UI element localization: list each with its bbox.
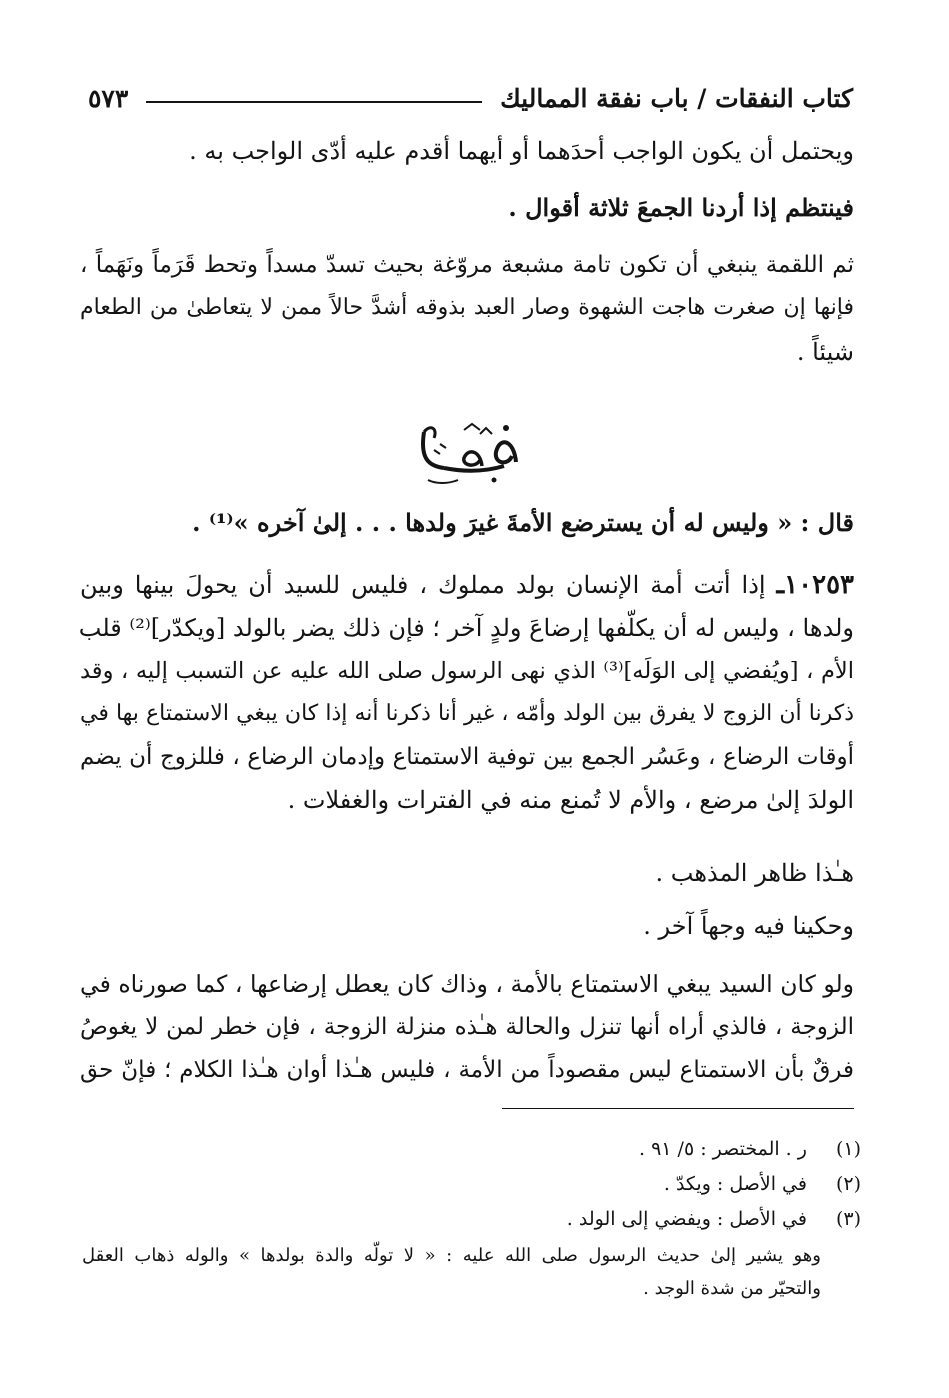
footnote-text: في الأصل : ويكدّ . [663,1173,807,1195]
footnote-text: ر . المختصر : ٥/ ٩١ . [638,1138,807,1160]
text-line: الزوجة ، فالذي أراه أنها تنزل والحالة هـٰذه منزلة الزوجة ، فإن خطر لمن لا يغوصُ [80,1014,854,1040]
text-line: ذكرنا أن الزوج لا يفرق بين الولد وأمّه ، غير أنا ذكرنا أنه إذا كان يبغي الاستمتاع بها في [80,701,854,726]
text-line: فإنها إن صغرت هاجت الشهوة وصار العبد بذوقه أشدَّ حالاً ممن لا يتعاطىٰ من الطعام [80,295,854,320]
footnote-text: في الأصل : ويفضي إلى الولد . [566,1208,807,1230]
footnote-note-line: وهو يشير إلىٰ حديث الرسول صلى الله عليه : « لا تولّه والدة بولدها » والوله ذهاب العقل [82,1245,821,1266]
footnote-divider [502,1108,854,1109]
text-line: وحكينا فيه وجهاً آخر . [643,912,854,940]
footnote-2 [664,1169,861,1201]
footnote-note-line: والتحيّر من شدة الوجد . [643,1278,821,1299]
page-header [88,78,853,118]
text-line: هـٰذا ظاهر المذهب . [655,859,854,887]
text-line: ولو كان السيد يبغي الاستمتاع بالأمة ، وذاك كان يعطل إرضاعها ، كما صورناه في [80,970,854,998]
footnote-mark: (٢) [835,1173,861,1195]
footnote-mark: (٣) [835,1208,861,1230]
header-rule [146,101,482,103]
fasl-calligraphy-icon [404,410,530,490]
text-line: ثم اللقمة ينبغي أن تكون تامة مشبعة مروّغة بحيث تسدّ مسداً وتحط قَرَماً ونَهَماً ، [80,252,854,278]
section-quote: قال : « وليس له أن يسترضع الأمةَ غيرَ ولدها . . . إلىٰ آخره »⁽¹⁾ . [192,508,854,537]
footnote-1 [639,1134,861,1166]
issue-text: إذا أتت أمة الإنسان بولد مملوك ، فليس للسيد أن يحولَ بينها وبين [80,571,766,599]
text-line: ويحتمل أن يكون الواجب أحدَهما أو أيهما أقدم عليه أدّى الواجب به . [189,137,854,165]
text-line: الأم ، [ويُفضي إلى الوَلَه]⁽³⁾ الذي نهى الرسول صلى الله عليه عن التسبب إليه ، وقد [80,658,854,684]
section-heading-fasl [404,410,530,490]
text-line: الولدَ إلىٰ مرضع ، والأم لا تُمنع منه في الفترات والغفلات . [287,786,854,814]
footnote-mark: (١) [835,1138,861,1160]
text-line: شيئاً . [796,338,854,366]
issue-number: ١٠٢٥٣ـ [776,570,854,600]
page-number: ٥٧٣ [88,83,129,113]
text-line: فينتظم إذا أردنا الجمعَ ثلاثة أقوال . [508,193,854,222]
running-title: كتاب النفقات / باب نفقة المماليك [500,83,853,113]
footnote-3 [567,1204,861,1236]
text-line: فرقٌ بأن الاستمتاع ليس مقصوداً من الأمة ، فليس هـٰذا أوان هـٰذا الكلام ؛ فإنّ حق [80,1057,854,1083]
text-line: ولدها ، وليس له أن يكلّفها إرضاعَ ولدٍ آخر ؛ فإن ذلك يضر بالولد [ويكدّر]⁽²⁾ قلب [78,614,854,642]
text-line: أوقات الرضاع ، وعَسُر الجمع بين توفية الاستمتاع وإدمان الرضاع ، فللزوج أن يضم [80,744,854,770]
issue-first-line [80,567,854,607]
